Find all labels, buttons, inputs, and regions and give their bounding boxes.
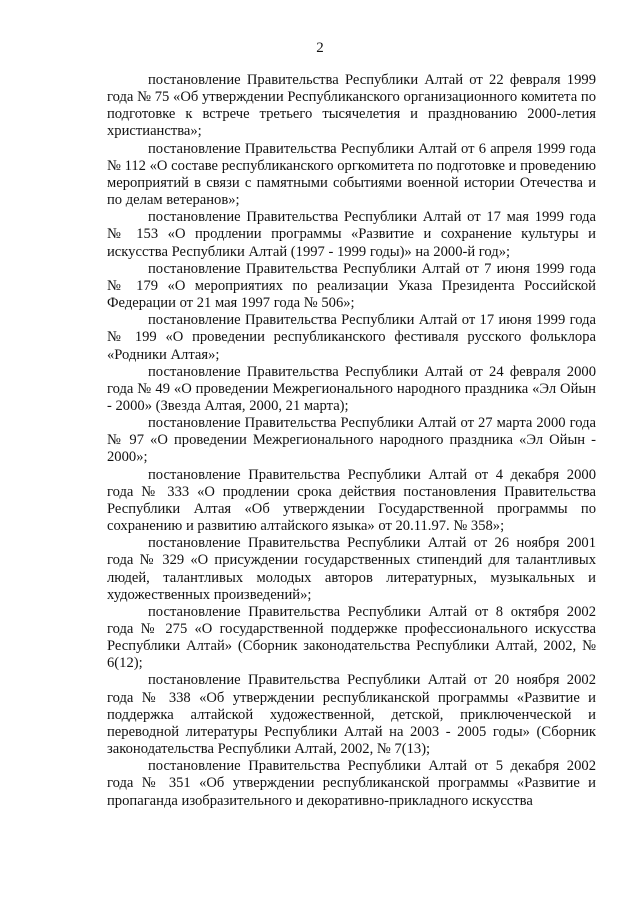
paragraph-resolution-333: постановление Правительства Республики Алтай от 4 декабря 2000 года № 333 «О продлении срока действия постановления Правительства Республики Алтая «Об утверждении Государственной программы по сохранению и развитию алтайского языка» от 20.11.97. № 358»; <box>107 466 596 535</box>
paragraph-resolution-329: постановление Правительства Республики Алтай от 26 ноября 2001 года № 329 «О присуждении государственных стипендий для талантливых людей, талантливых молодых авторов литературных, музыкальных и художественных произведений»; <box>107 535 596 603</box>
paragraph-resolution-97: постановление Правительства Республики Алтай от 27 марта 2000 года № 97 «О проведении Межрегионального народного праздника «Эл Ойын - 2000»; <box>107 415 596 466</box>
paragraph-resolution-351: постановление Правительства Республики Алтай от 5 декабря 2002 года № 351 «Об утверждении республиканской программы «Развитие и пропаганда изобразительного и декоративно-прикладного искусства <box>107 758 596 809</box>
paragraph-resolution-338: постановление Правительства Республики Алтай от 20 ноября 2002 года № 338 «Об утверждении республиканской программы «Развитие и поддержка алтайской художественной, детской, приключенческой и переводной литературы Республики Алтай на 2003 - 2005 годы» (Сборник законодательства Республики Алтай, 2002, № 7(13); <box>107 672 596 758</box>
paragraph-resolution-153: постановление Правительства Республики Алтай от 17 мая 1999 года № 153 «О продлении программы «Развитие и сохранение культуры и искусства Республики Алтай (1997 - 1999 годы)» на 2000-й год»; <box>107 209 596 260</box>
paragraph-resolution-179: постановление Правительства Республики Алтай от 7 июня 1999 года № 179 «О мероприятиях по реализации Указа Президента Российской Федерации от 21 мая 1997 года № 506»; <box>107 260 596 312</box>
paragraph-resolution-275: постановление Правительства Республики Алтай от 8 октября 2002 года № 275 «О государственной поддержке профессионального искусства Республики Алтай» (Сборник законодательства Республики Алтай, 2002, № 6(12); <box>107 603 596 672</box>
paragraph-resolution-75: постановление Правительства Республики Алтай от 22 февраля 1999 года № 75 «Об утверждении Республиканского организационного комитета по подготовке к встрече третьего тысячелетия и празднованию 2000-летия христианства»; <box>107 72 596 140</box>
document-body <box>107 72 596 810</box>
paragraph-resolution-199: постановление Правительства Республики Алтай от 17 июня 1999 года № 199 «О проведении республиканского фестиваля русского фольклора «Родники Алтая»; <box>107 312 596 363</box>
page-number: 2 <box>316 40 324 56</box>
paragraph-resolution-49: постановление Правительства Республики Алтай от 24 февраля 2000 года № 49 «О проведении Межрегионального народного праздника «Эл Ойын - 2000» (Звезда Алтая, 2000, 21 марта); <box>107 363 596 414</box>
paragraph-resolution-112: постановление Правительства Республики Алтай от 6 апреля 1999 года № 112 «О составе республиканского оргкомитета по подготовке и проведению мероприятий в связи с памятными событиями военной истории Отечества и по делам ветеранов»; <box>107 140 596 209</box>
